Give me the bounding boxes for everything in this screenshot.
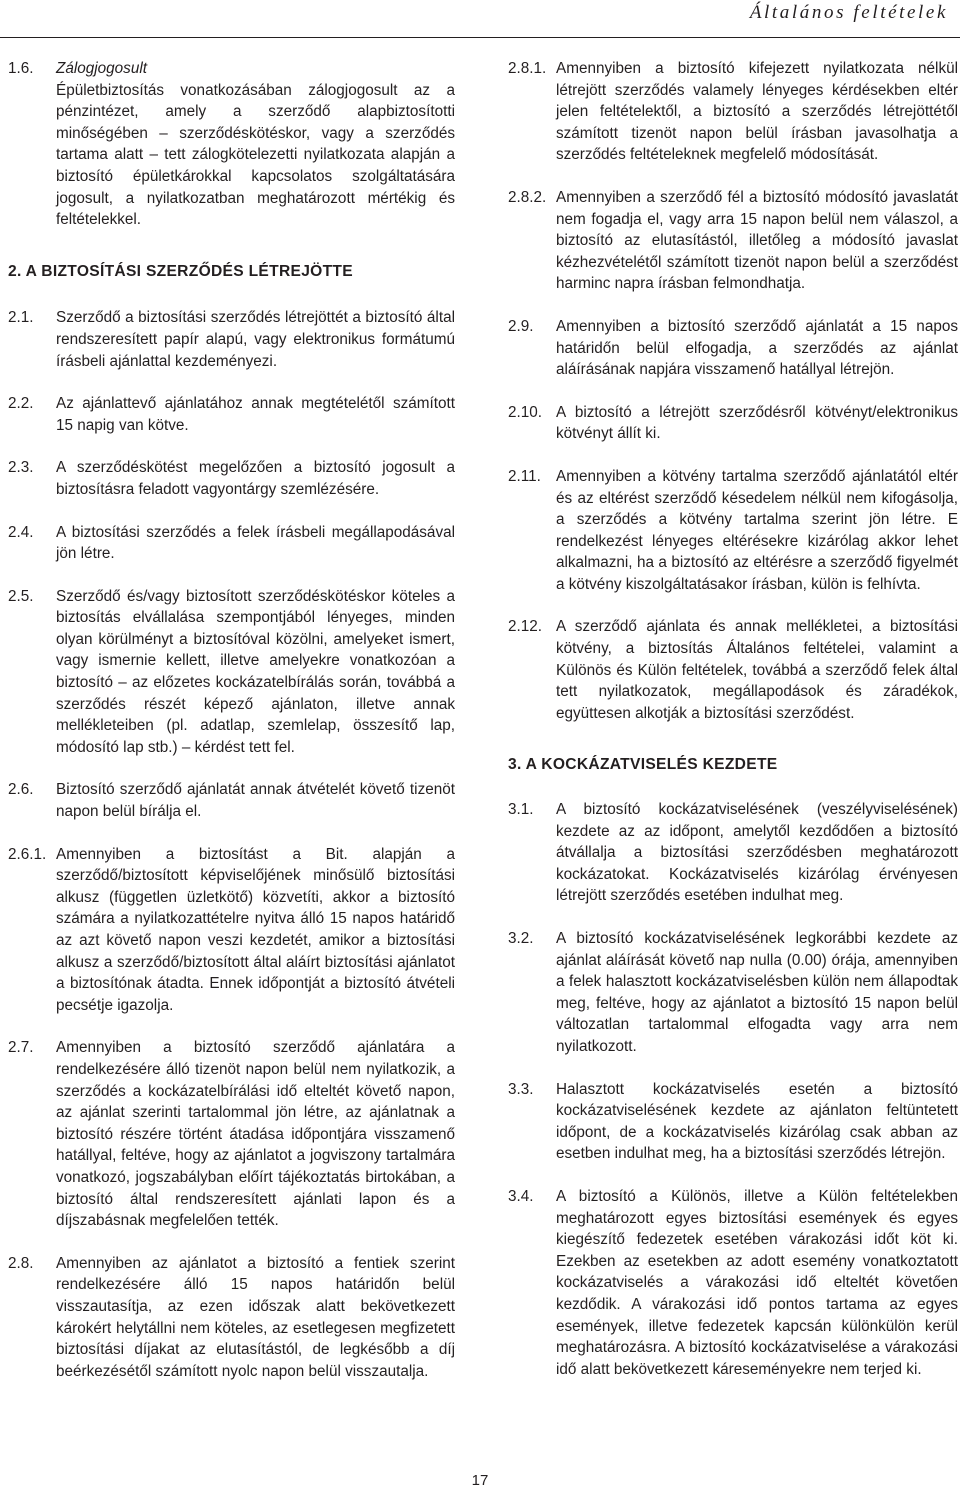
clause <box>508 466 958 596</box>
clause-text: Szerződő és/vagy biztosított szerződéskötéskor köteles a biztosítás elvállalása szempontjából lényeges, minden olyan körülményt a biztosítóval közölni, amelyeket ismert, vagy ismernie kellett, illetve amelyekre vonatkozóan a biztosító – az előzetes kockázatelbírálás során, továbbá a szerződés részét képező ajánlaton, illetve annak mellékleteiben (pl. adatlap, szemlelap, összesítő lap, módosító lap stb.) – kérdést tett fel. <box>56 587 455 756</box>
clause <box>508 799 958 907</box>
clause <box>508 187 958 295</box>
clause-text: A biztosítási szerződés a felek írásbeli megállapodásával jön létre. <box>56 523 455 563</box>
clause <box>8 1037 455 1231</box>
clause-text: Halasztott kockázatviselés esetén a biztosító kockázatviselésének kezdete az ajánlaton feltüntetett időpont, de a kockázatviselés kizárólag csak abban az esetben indulhat meg, ha a biztosítási szerződés létrejön. <box>556 1080 958 1163</box>
clause-number: 3.1. <box>508 801 534 819</box>
clause <box>508 1079 958 1165</box>
clause <box>8 1253 455 1383</box>
clause-number: 2.6.1. <box>8 845 47 863</box>
clause-number: 2.8.2. <box>508 188 547 206</box>
clause-number: 3.3. <box>508 1080 534 1098</box>
clause-text: A szerződő ajánlata és annak mellékletei, a biztosítási kötvény, a biztosítás Általános feltételei, valamint a Különös és Külön feltételek, továbbá a szerződő felek által tett nyilatkozatok, megállapodások és záradékok, együttesen alkotják a biztosítási szerződést. <box>556 618 958 722</box>
clause-text: Amennyiben a biztosító szerződő ajánlatára a rendelkezésére álló tizenöt napon belül nem nyilatkozik, a szerződés a kockázatelbírálási idő elteltét követő napon, az ajánlat szerinti tartalommal jön létre, az ajánlatnak a biztosító részére történt átadása időpontjára visszamenő hatállyal, feltéve, hogy az ajánlatot a jogviszony tartalmára vonatkozó, jogszabályban előírt tájékoztatás birtokában, a biztosító által rendszeresített ajánlati lapon és a díjszabásnak megfelelően tették. <box>56 1039 455 1230</box>
clause-text: A biztosító a Különös, illetve a Külön feltételekben meghatározott egyes biztosítási események és egyes kiegészítő fedezetek esetében várakozási időt köt ki. Ezekben az esetekben az adott esemény vonatkoztatott kockázatviselés a várakozási idő elteltét követően kezdődik. A várakozási idő pontos tartama az egyes események, illetve fedezetek kapcsán különkülön kerül meghatározásra. A biztosító kockázatviselése a várakozási idő alatt bekövetkezett káreseményekre nem terjed ki. <box>556 1187 958 1378</box>
clause <box>8 522 455 565</box>
clause-text: Amennyiben a biztosító szerződő ajánlatát a 15 napos határidőn belül elfogadja, a szerződés az ajánlat aláírásának napjára visszamenő hatállyal létrejön. <box>556 317 958 379</box>
clause-number: 2.9. <box>508 317 534 335</box>
clause <box>8 457 455 500</box>
clause-text: A biztosító a létrejött szerződésről kötvényt/elektronikus kötvényt állít ki. <box>556 403 958 443</box>
clause <box>8 586 455 759</box>
clause-number: 2.7. <box>8 1039 34 1057</box>
clause <box>8 58 455 231</box>
clause <box>508 58 958 166</box>
clause-text: Amennyiben a kötvény tartalma szerződő ajánlatától eltér és az eltérést szerződő késedelem nélkül nem kifogásolja, a szerződés a kötvény tartalma szerint jön létre. E rendelkezést lényeges eltérésekre kizárólag akkor lehet alkalmazni, ha a biztosító az eltérésre a szerződő figyelmét a kötvény kiszolgáltatásakor írásban, külön is felhívta. <box>556 467 958 593</box>
clause-number: 2.1. <box>8 309 34 327</box>
clause-text: Amennyiben a biztosító kifejezett nyilatkozata nélkül létrejött szerződés valamely lényeges kérdésekben eltér jelen feltételektől, a biztosító a szerződés létrejöttétől számított tizenöt napon belül írásban javasolhatja a szerződés feltételeknek megfelelő módosítását. <box>556 60 958 164</box>
clause-title: Zálogjogosult <box>56 60 147 77</box>
page-header <box>0 0 960 44</box>
right-column <box>508 58 958 1380</box>
page-number: 17 <box>471 1472 489 1489</box>
clause-number: 2.6. <box>8 781 34 799</box>
clause-number: 2.12. <box>508 618 543 636</box>
clause-text: A biztosító kockázatviselésének (veszélyviselésének) kezdete az az időpont, amelytől kezdődően a biztosító átvállalja a biztosítási szerződésben meghatározott kockázatokat. Kockázatviselés kizárólag érvényesen létrejött szerződés esetében indulhat meg. <box>556 801 958 905</box>
clause-text: Biztosító szerződő ajánlatát annak átvételét követő tizenöt napon belül bírálja el. <box>56 781 455 821</box>
clause-number: 1.6. <box>8 60 34 77</box>
clause <box>8 779 455 822</box>
clause-text: A szerződéskötést megelőzően a biztosító jogosult a biztosításra feladott vagyontárgy szemlézésére. <box>56 459 455 498</box>
clause-number: 3.2. <box>508 930 534 947</box>
header-title: Általános feltételek <box>749 2 948 23</box>
section-heading: 3. A KOCKÁZATVISELÉS KEZDETE <box>508 756 778 774</box>
clause-body <box>56 58 455 231</box>
clause-text: Az ajánlattevő ajánlatához annak megtételétől számított 15 napig van kötve. <box>56 395 455 434</box>
clause-number: 2.8. <box>8 1254 34 1272</box>
clause-number: 2.4. <box>8 523 34 541</box>
clause-number: 2.2. <box>8 395 34 413</box>
clause <box>8 393 455 436</box>
section-heading: 2. A BIZTOSÍTÁSI SZERZŐDÉS LÉTREJÖTTE <box>8 262 353 280</box>
clause-number: 2.3. <box>8 459 34 477</box>
clause-number: 2.10. <box>508 403 543 421</box>
clause-number: 2.5. <box>8 587 34 605</box>
clause-text: Szerződő a biztosítási szerződés létrejöttét a biztosító által rendszeresített papír alapú, vagy elektronikus formátumú írásbeli ajánlattal kezdeményezi. <box>56 309 455 370</box>
clause-text: Amennyiben a szerződő fél a biztosító módosító javaslatát nem fogadja el, vagy arra 15 napon belül nem válaszol, a biztosító az elutasítástól, illetőleg a módosító javaslat kézhezvételétől számított tizenöt napon belül a szerződést harminc napra írásban felmondhatja. <box>556 188 958 293</box>
clause <box>8 844 455 1017</box>
clause-text: Amennyiben a biztosítást a Bit. alapján a szerződő/biztosított képviselőjének minősülő biztosítási alkusz (független üzletkötő) közvetíti, akkor a biztosító számára a nyilatkozattételre nyitva álló 15 napos határidő az azt követő napon veszi kezdetét, amikor a biztosítási alkusz a szerződő/biztosított által aláírt biztosítási ajánlatot a biztosítónak átadta. Ennek időpontját a biztosító átvételi pecsétje igazolja. <box>56 845 455 1014</box>
clause-number: 2.11. <box>508 467 541 485</box>
clause <box>508 616 958 724</box>
clause <box>508 402 958 445</box>
clause <box>508 316 958 381</box>
clause-text: Épületbiztosítás vonatkozásában zálogjogosult az a pénzintézet, amely a szerződő alapbiztosítotti minőségében – szerződéskötéskor, vagy a szerződés tartama alatt – tett zálogkötelezetti nyilatkozata alapján a biztosító épületkárokkal kapcsolatos szolgáltatására jogosult, a nyilatkozatban meghatározott mértékig és feltételekkel. <box>56 81 455 229</box>
clause <box>508 928 958 1058</box>
clause-text: A biztosító kockázatviselésének legkorábbi kezdete az ajánlat aláírását követő nap nulla (0.00) órája, amennyiben a felek halasztott kockázatviselésben külön nem állapodtak meg, feltéve, hogy az ajánlatot a biztosító 15 napon belül változatlan tartalommal elfogadta vagy arra nem nyilatkozott. <box>556 930 958 1055</box>
left-column <box>8 58 455 1382</box>
header-rule <box>0 37 960 38</box>
clause-number: 3.4. <box>508 1187 534 1205</box>
clause-number: 2.8.1. <box>508 60 547 77</box>
clause <box>8 307 455 372</box>
clause-text: Amennyiben az ajánlatot a biztosító a fentiek szerint rendelkezésére álló 15 napos határidőn belül visszautasítja, az ezen időszak alatt bekövetkezett károkért helytállni nem köteles, az esetlegesen megfizetett biztosítási díjakat az elutasítástól, de legkésőbb a díj beérkezésétől számított nyolc napon belül visszautalja. <box>56 1254 455 1380</box>
clause <box>508 1186 958 1380</box>
